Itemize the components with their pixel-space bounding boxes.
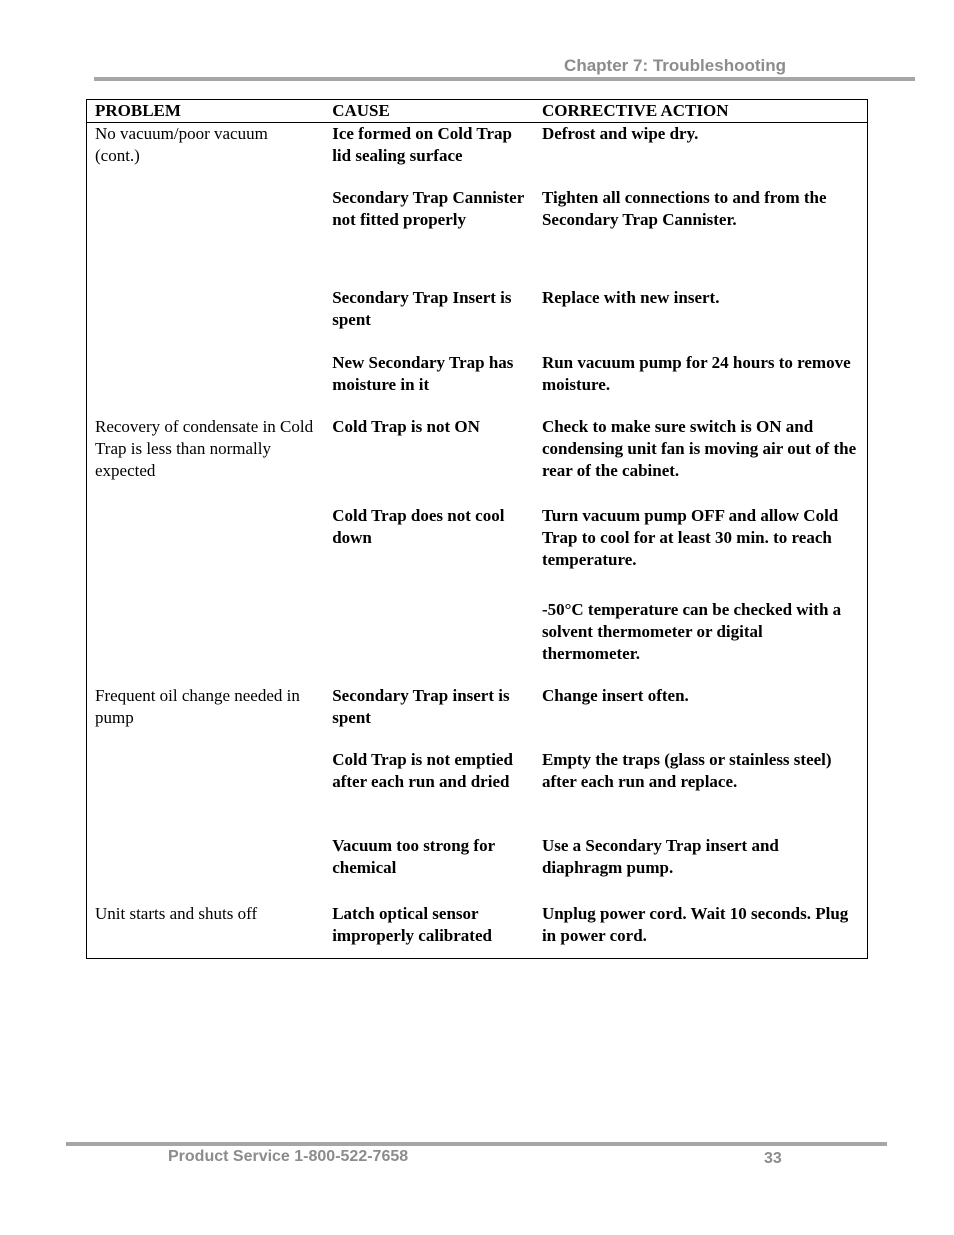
action-cell: -50°C temperature can be checked with a solvent thermometer or digital thermometer. xyxy=(541,599,842,663)
action-cell: Empty the traps (glass or stainless steel) after each run and replace. xyxy=(541,749,832,791)
cause-cell: Cold Trap does not cool down xyxy=(332,505,505,547)
problem-cell: Frequent oil change needed in pump xyxy=(95,685,300,727)
problem-cell: Unit starts and shuts off xyxy=(95,903,258,923)
cause-cell: Latch optical sensor improperly calibrated xyxy=(332,903,492,945)
problem-cell xyxy=(87,835,325,903)
cause-cell xyxy=(324,599,534,685)
action-cell: Tighten all connections to and from the Secondary Trap Cannister. xyxy=(541,187,827,229)
table-row xyxy=(87,749,868,835)
table-row xyxy=(87,416,868,505)
footer-rule xyxy=(66,1142,887,1146)
action-cell: Turn vacuum pump OFF and allow Cold Trap to cool for at least 30 min. to reach temperature. xyxy=(541,505,839,569)
action-cell: Run vacuum pump for 24 hours to remove moisture. xyxy=(541,352,851,394)
cause-cell: Secondary Trap Insert is spent xyxy=(332,287,512,329)
problem-cell xyxy=(87,599,325,685)
problem-cell xyxy=(87,505,325,599)
action-cell: Unplug power cord. Wait 10 seconds. Plug in power cord. xyxy=(541,903,849,945)
cause-cell: Secondary Trap insert is spent xyxy=(332,685,510,727)
column-header-cause: CAUSE xyxy=(324,100,534,123)
table-row xyxy=(87,505,868,599)
troubleshooting-table xyxy=(86,99,868,959)
cause-cell: Ice formed on Cold Trap lid sealing surface xyxy=(332,124,512,165)
table-row xyxy=(87,287,868,352)
cause-cell: New Secondary Trap has moisture in it xyxy=(332,352,514,394)
table-row xyxy=(87,903,868,959)
chapter-heading: Chapter 7: Troubleshooting xyxy=(564,56,786,75)
page-number: 33 xyxy=(764,1150,782,1167)
column-header-action: CORRECTIVE ACTION xyxy=(534,100,868,123)
table-row xyxy=(87,599,868,685)
problem-cell xyxy=(87,187,325,287)
action-cell: Check to make sure switch is ON and condensing unit fan is moving air out of the rear of the cabinet. xyxy=(541,416,857,480)
action-cell: Replace with new insert. xyxy=(541,287,720,307)
cause-cell: Cold Trap is not ON xyxy=(332,416,480,436)
cause-cell: Secondary Trap Cannister not fitted properly xyxy=(332,187,524,229)
product-service-phone: Product Service 1-800-522-7658 xyxy=(168,1148,409,1165)
problem-cell xyxy=(87,749,325,835)
cause-cell: Vacuum too strong for chemical xyxy=(332,835,495,877)
problem-cell xyxy=(87,287,325,352)
column-header-problem: PROBLEM xyxy=(87,100,325,123)
table-header-row xyxy=(87,100,868,123)
table-row xyxy=(87,352,868,416)
problem-cell xyxy=(87,352,325,416)
cause-cell: Cold Trap is not emptied after each run and dried xyxy=(332,749,513,791)
action-cell: Use a Secondary Trap insert and diaphragm pump. xyxy=(541,835,779,877)
table-row xyxy=(87,835,868,903)
header-rule xyxy=(94,77,915,81)
table-row xyxy=(87,685,868,749)
problem-cell: No vacuum/poor vacuum (cont.) xyxy=(95,124,268,165)
action-cell: Defrost and wipe dry. xyxy=(541,124,699,143)
table-row xyxy=(87,187,868,287)
action-cell: Change insert often. xyxy=(541,685,689,705)
problem-cell: Recovery of condensate in Cold Trap is less than normally expected xyxy=(95,416,314,480)
table-row xyxy=(87,123,868,187)
